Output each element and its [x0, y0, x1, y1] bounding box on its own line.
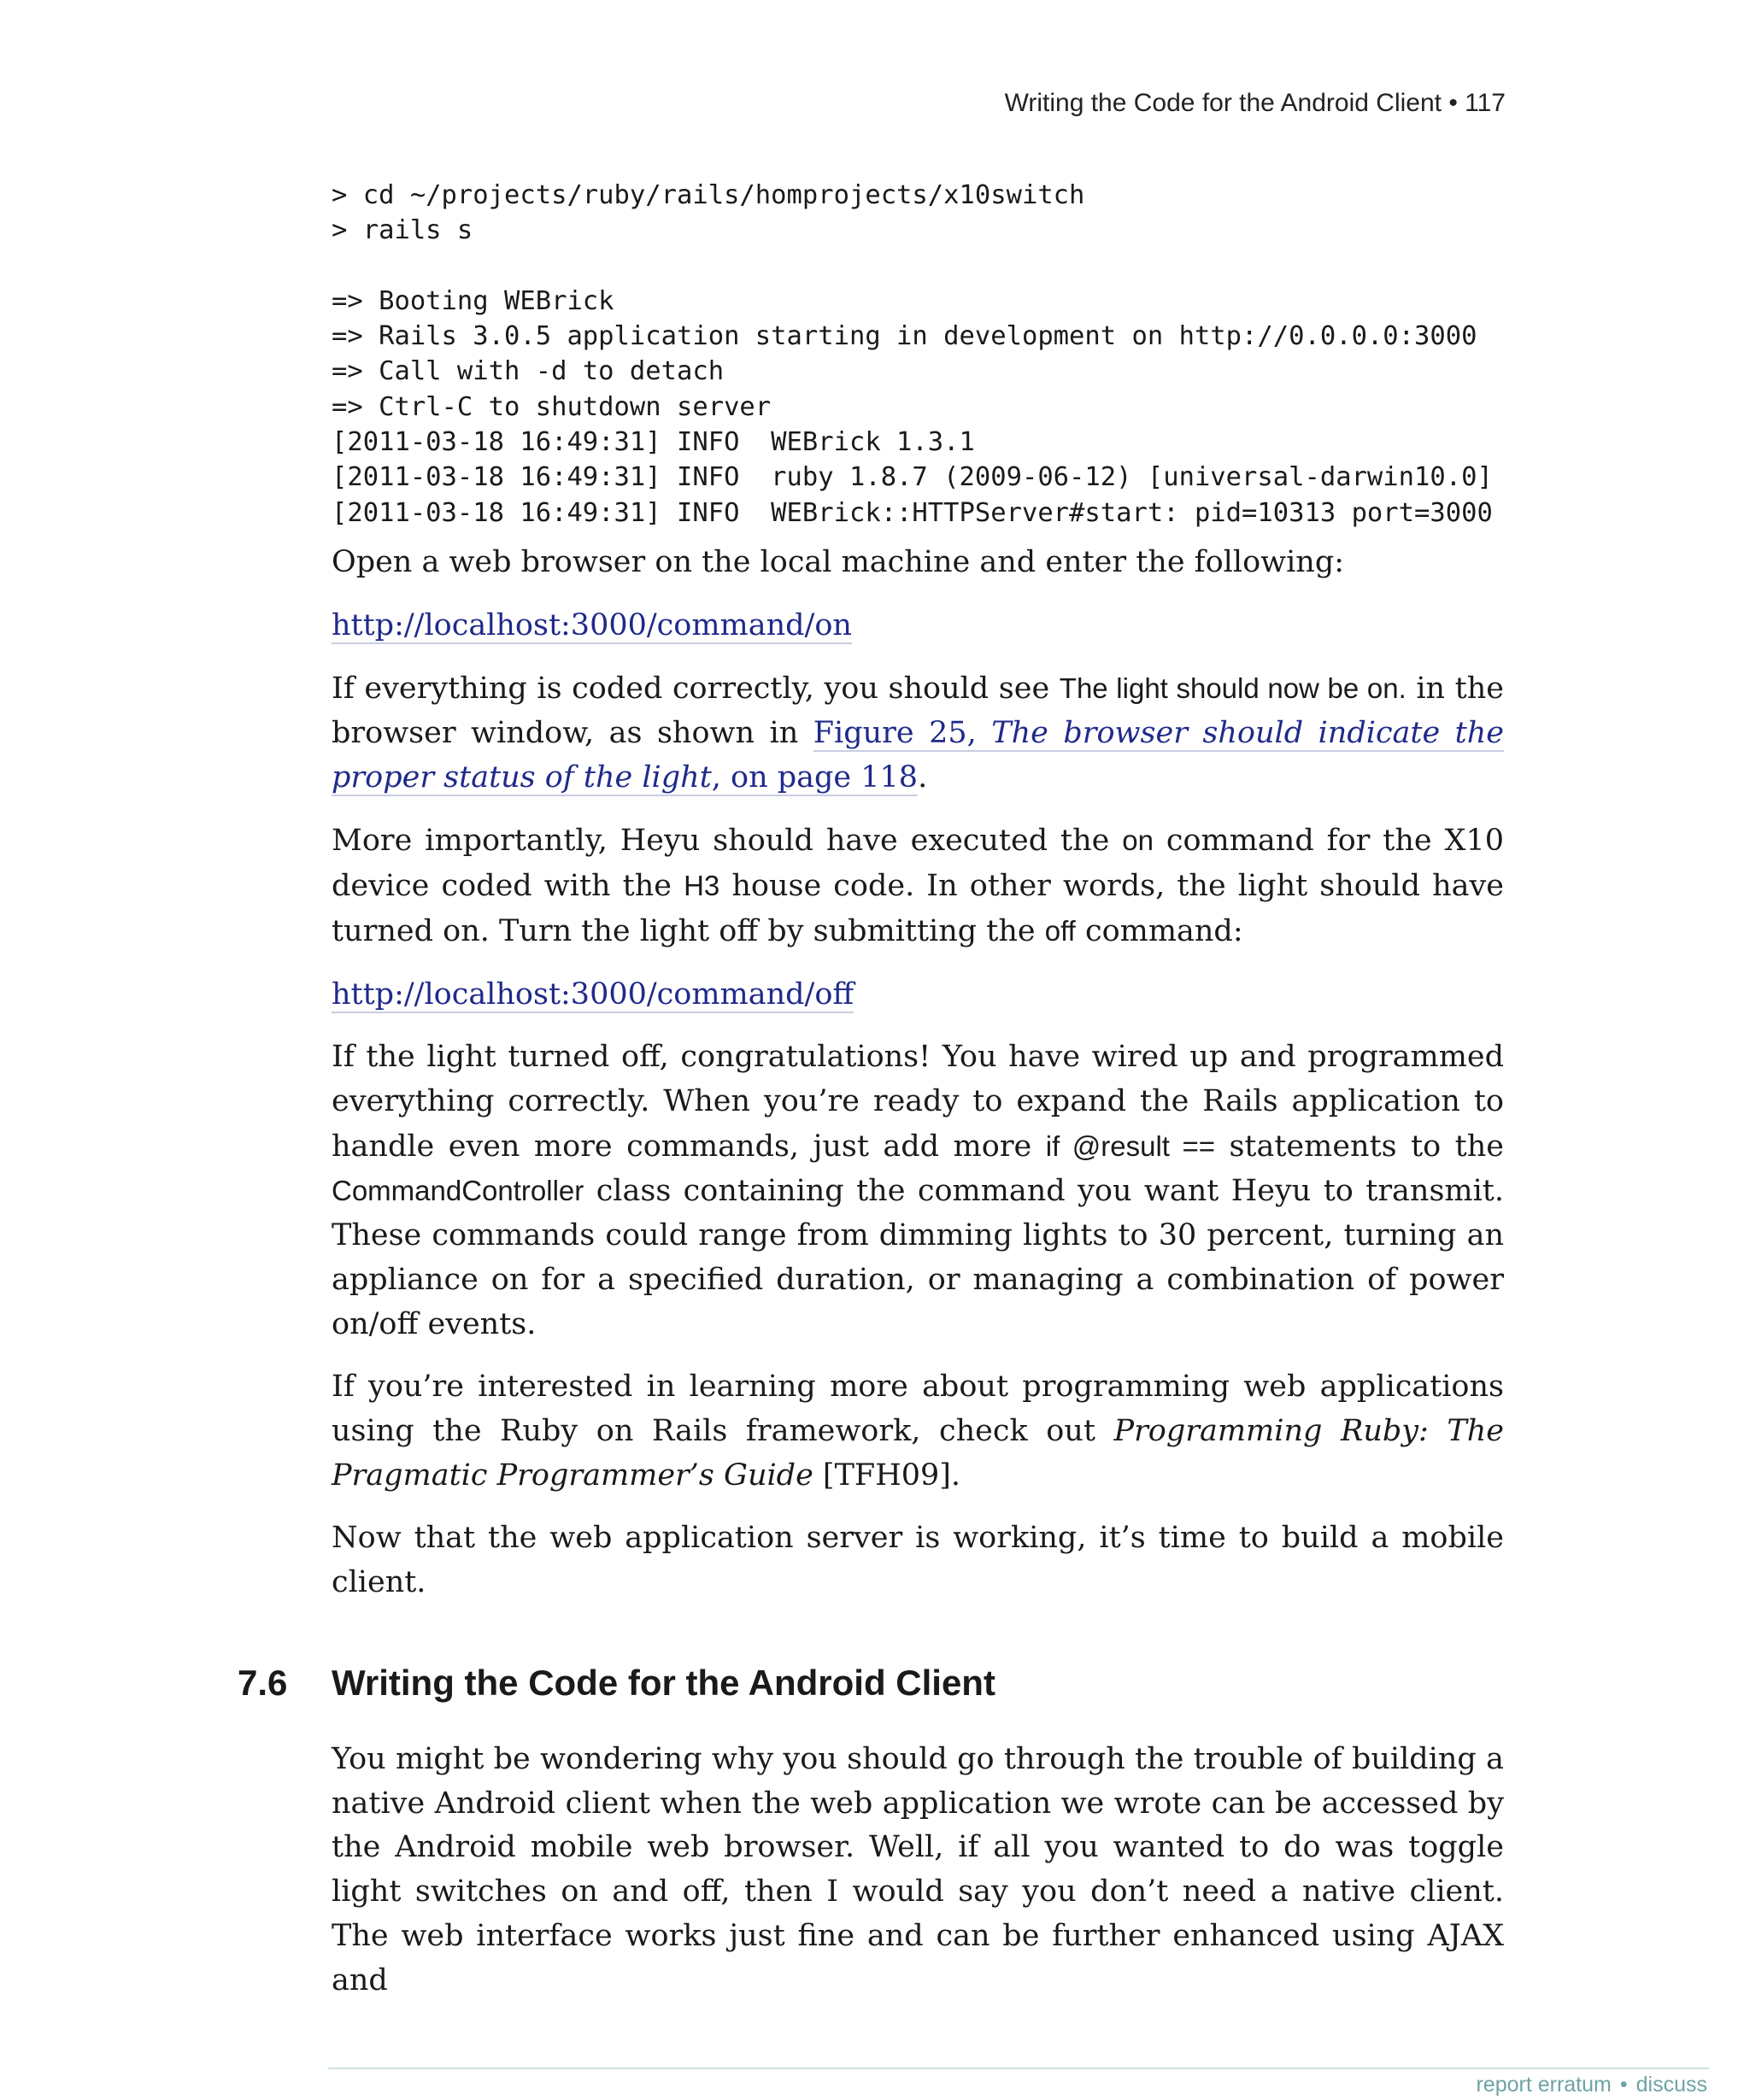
inline-code: The light should now be on. — [1059, 672, 1406, 705]
footer — [1476, 2073, 1707, 2097]
paragraph — [332, 1365, 1504, 1498]
paragraph-text: You might be wondering why you should go through the trouble of building a native Android client when the web application we wrote can be accessed by the Android mobile web browser. Well, if all you wanted to do was toggle light switches on and off, then I would say you don’t need a native client. The web interface works just fine and can be further enhanced using AJAX and — [332, 1742, 1504, 1997]
paragraph-text: [TFH09]. — [813, 1458, 961, 1493]
code-line: > cd ~/projects/ruby/rails/homprojects/x10switch — [332, 180, 1085, 210]
code-line: => Ctrl-C to shutdown server — [332, 391, 772, 422]
inline-code: off — [1044, 914, 1076, 947]
footer-divider — [328, 2068, 1709, 2069]
url-command-off-link[interactable]: http://localhost:3000/command/off — [332, 977, 854, 1012]
paragraph — [332, 1035, 1504, 1346]
paragraph-text: More importantly, Heyu should have executed the — [332, 824, 1123, 859]
discuss-link[interactable]: discuss — [1635, 2073, 1707, 2097]
paragraph-text: Open a web browser on the local machine and enter the following: — [332, 544, 1345, 579]
url-line — [332, 604, 1504, 648]
code-line: [2011-03-18 16:49:31] INFO ruby 1.8.7 (2009-06-12) [universal-darwin10.0] — [332, 462, 1493, 493]
url-command-on-link[interactable]: http://localhost:3000/command/on — [332, 607, 852, 642]
section-content — [332, 1738, 1504, 2003]
code-line: => Booting WEBrick — [332, 285, 614, 316]
code-line: => Call with -d to detach — [332, 356, 725, 387]
paragraph-text: If you’re interested in learning more about programming web applications using the Ruby on Rails framework, check out — [332, 1370, 1504, 1448]
report-erratum-link[interactable]: report erratum — [1476, 2073, 1612, 2097]
inline-code: H3 — [684, 870, 720, 902]
link-text: Figure 25, — [813, 716, 992, 751]
paragraph — [332, 1516, 1504, 1604]
code-line: [2011-03-18 16:49:31] INFO WEBrick::HTTPServer#start: pid=10313 port=3000 — [332, 497, 1493, 528]
paragraph-text: house code. In other words, the light should have turned on. Turn the light off by submitting the — [332, 869, 1504, 948]
page-content — [332, 178, 1504, 1605]
inline-code: if @result == — [1045, 1129, 1215, 1162]
paragraph-text: If everything is coded correctly, you should see — [332, 672, 1060, 707]
paragraph — [332, 541, 1504, 585]
code-block — [332, 178, 1504, 531]
section-heading — [238, 1663, 995, 1704]
link-text: , on page 118 — [711, 760, 919, 795]
code-line: => Rails 3.0.5 application starting in development on http://0.0.0.0:3000 — [332, 321, 1477, 352]
running-head: Writing the Code for the Android Client • 117 — [1004, 89, 1506, 117]
link-text-italic: The browser should indicate the proper status of the light — [332, 716, 1504, 795]
paragraph-text: . — [918, 760, 928, 795]
footer-separator: • — [1619, 2073, 1628, 2097]
section-title: Writing the Code for the Android Client — [332, 1663, 995, 1703]
paragraph — [332, 818, 1504, 953]
paragraph — [332, 666, 1504, 800]
paragraph-text: in the browser window, as shown in — [332, 672, 1504, 751]
book-title: Programming Ruby: The Pragmatic Programmer’s Guide — [332, 1413, 1504, 1493]
section-number: 7.6 — [238, 1663, 288, 1703]
paragraph — [332, 1738, 1504, 2003]
paragraph-text: If the light turned off, congratulations! You have wired up and programmed everything correctly. When you’re ready to expand the Rails application to handle even more commands, just add more — [332, 1040, 1504, 1164]
paragraph-text: Now that the web application server is working, it’s time to build a mobile client. — [332, 1521, 1504, 1600]
paragraph-text: statements to the — [1215, 1129, 1504, 1164]
paragraph-text: class containing the command you want Heyu to transmit. These commands could range from dimming lights to 30 percent, turning an appliance on for a specified duration, or managing a combination of power on/off events. — [332, 1174, 1504, 1341]
inline-code: CommandController — [332, 1175, 584, 1207]
inline-code: on — [1122, 824, 1154, 857]
code-line: > rails s — [332, 215, 473, 246]
url-line — [332, 973, 1504, 1018]
paragraph-text: command for the X10 device coded with the — [332, 824, 1504, 904]
code-line: [2011-03-18 16:49:31] INFO WEBrick 1.3.1 — [332, 427, 975, 458]
paragraph-text: command: — [1075, 913, 1243, 948]
